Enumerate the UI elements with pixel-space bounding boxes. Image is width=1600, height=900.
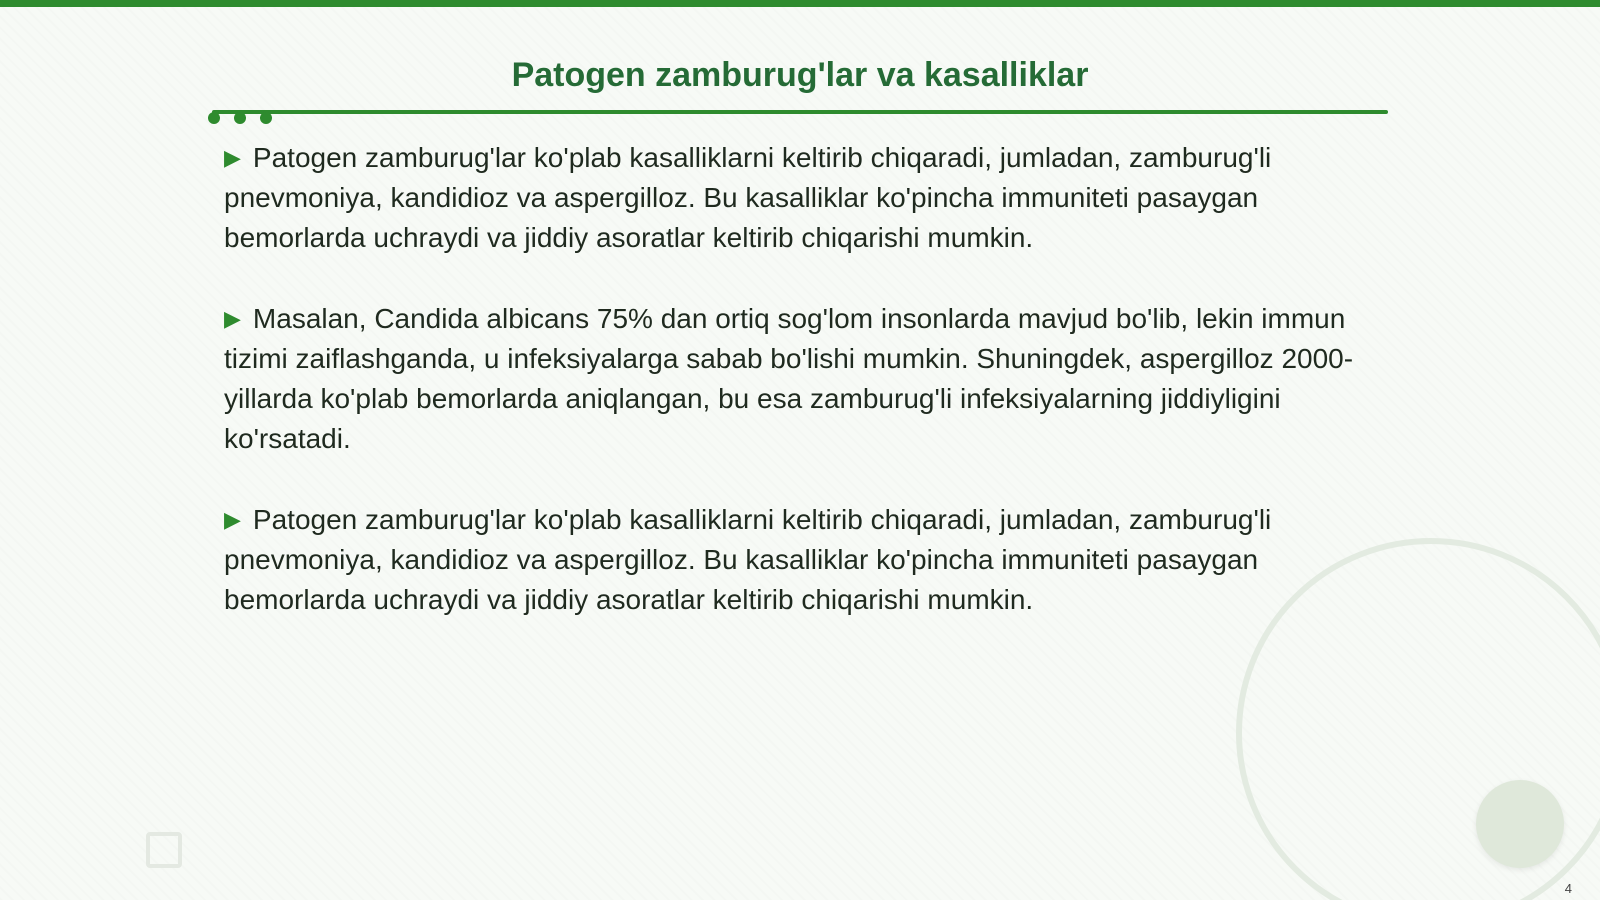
- play-arrow-icon: ▶: [224, 145, 241, 170]
- decorative-dot: [208, 112, 220, 124]
- decorative-disc: [1476, 780, 1564, 868]
- bullet-text: Patogen zamburug'lar ko'plab kasalliklarni keltirib chiqaradi, jumladan, zamburug'li pnevmoniya, kandidioz va aspergilloz. Bu kasalliklar ko'pincha immuniteti pasaygan bemorlarda uchraydi va jiddiy asoratlar keltirib chiqarishi mumkin.: [224, 142, 1272, 253]
- play-arrow-icon: ▶: [224, 306, 241, 331]
- bullet-item: [224, 500, 1384, 620]
- slide-title: Patogen zamburug'lar va kasalliklar: [511, 56, 1089, 94]
- decorative-dot: [234, 112, 246, 124]
- bullet-text: Masalan, Candida albicans 75% dan ortiq sog'lom insonlarda mavjud bo'lib, lekin immun tizimi zaiflashganda, u infeksiyalarga sabab bo'lishi mumkin. Shuningdek, aspergilloz 2000-yillarda ko'plab bemorlarda aniqlangan, bu esa zamburug'li infeksiyalarning jiddiyligini ko'rsatadi.: [224, 303, 1354, 454]
- bullet-item: [224, 299, 1384, 459]
- bullet-text: Patogen zamburug'lar ko'plab kasalliklarni keltirib chiqaradi, jumladan, zamburug'li pnevmoniya, kandidioz va aspergilloz. Bu kasalliklar ko'pincha immuniteti pasaygan bemorlarda uchraydi va jiddiy asoratlar keltirib chiqarishi mumkin.: [224, 504, 1272, 615]
- top-accent-bar: [0, 0, 1600, 7]
- bullet-list: [224, 138, 1384, 661]
- decorative-square: [146, 832, 182, 868]
- play-arrow-icon: ▶: [224, 507, 241, 532]
- title-underline: [212, 110, 1388, 114]
- page-number: 4: [1564, 881, 1572, 896]
- bullet-item: [224, 138, 1384, 258]
- decorative-dot: [260, 112, 272, 124]
